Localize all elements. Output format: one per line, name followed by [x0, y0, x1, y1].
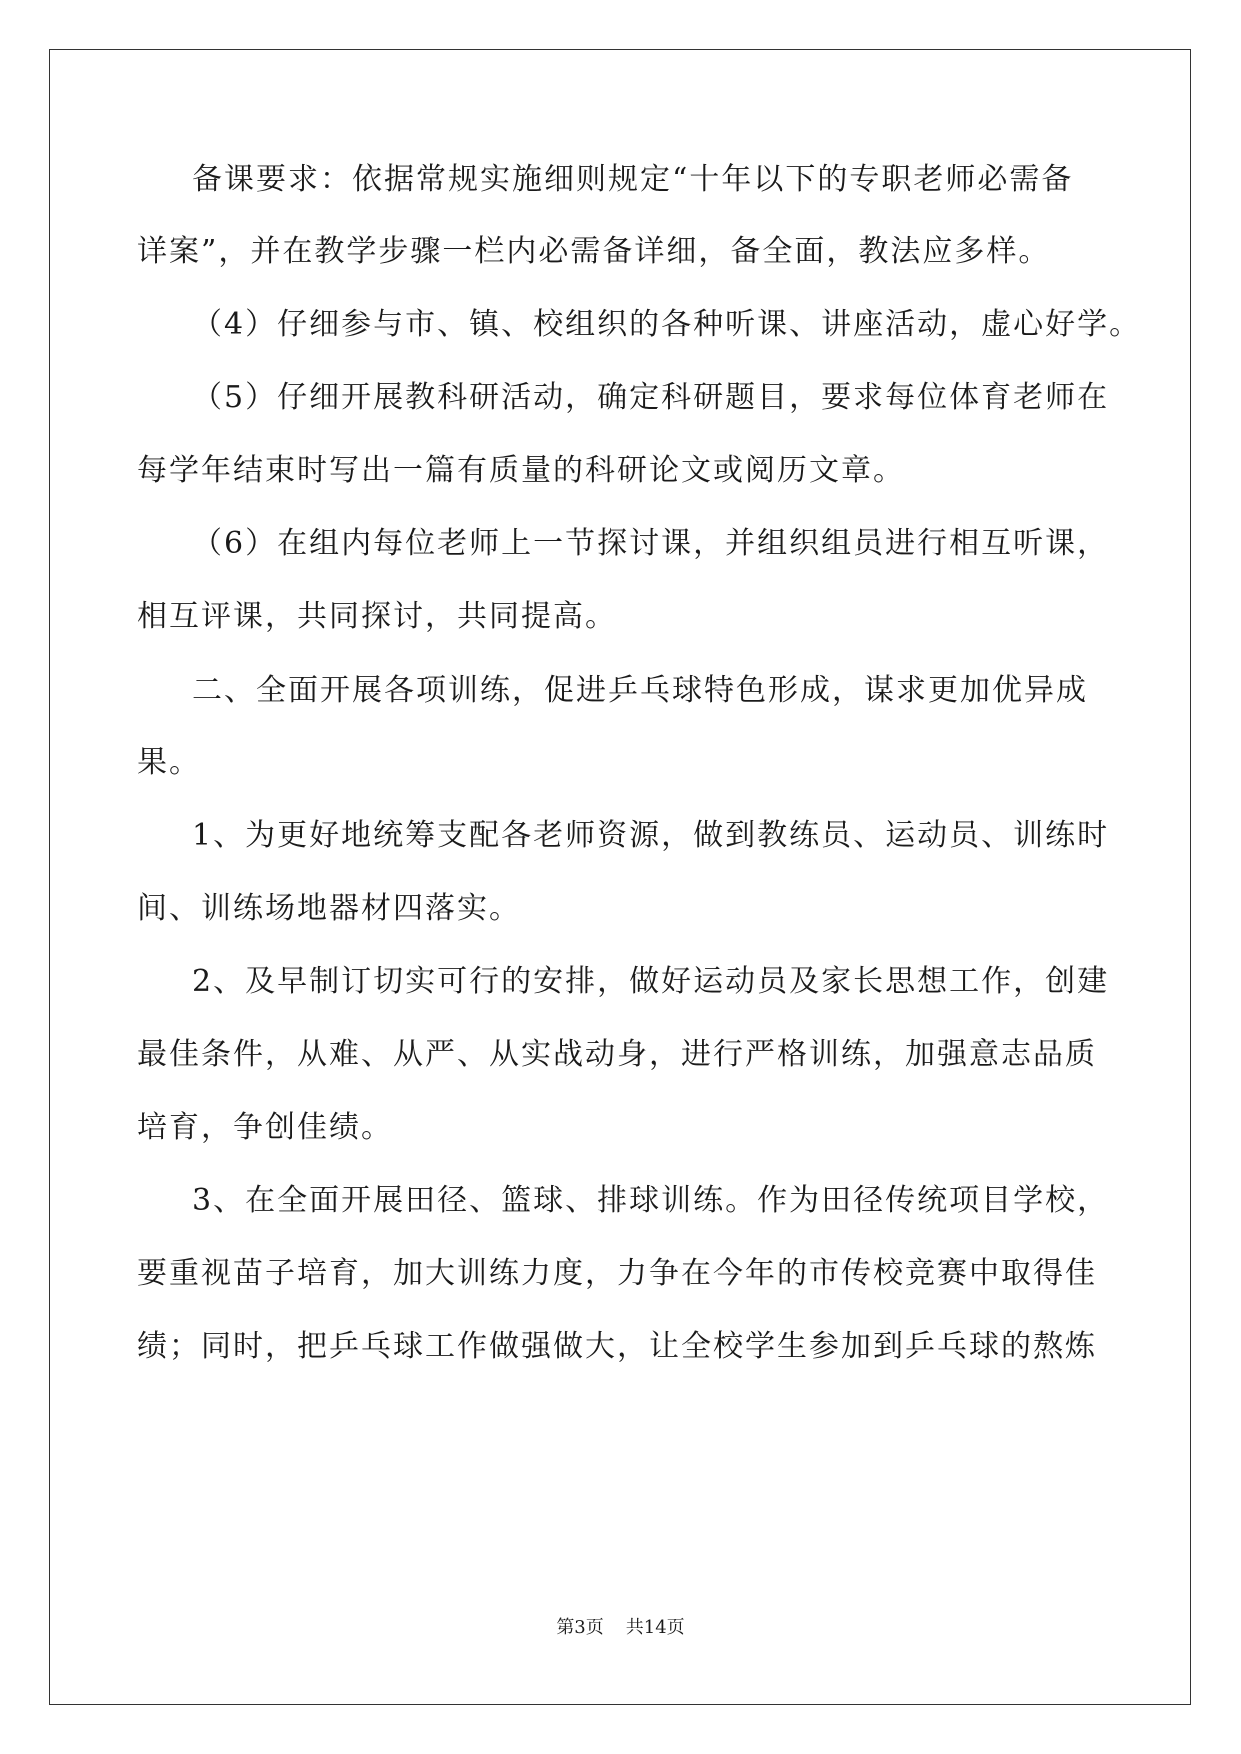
- body-line-13: 最佳条件，从难、从严、从实战动身，进行严格训练，加强意志品质: [137, 1037, 1097, 1072]
- body-line-5: 每学年结束时写出一篇有质量的科研论文或阅历文章。: [137, 453, 905, 488]
- page-number: 第3页: [556, 1617, 604, 1638]
- body-line-8: 二、全面开展各项训练，促进乒乓球特色形成，谋求更加优异成: [192, 673, 1088, 708]
- body-line-10: 1、为更好地统筹支配各老师资源，做到教练员、运动员、训练时: [192, 818, 1110, 853]
- page-footer: [0, 1616, 1241, 1640]
- page-total: 共14页: [625, 1617, 685, 1638]
- body-line-1: 备课要求：依据常规实施细则规定“十年以下的专职老师必需备: [192, 162, 1074, 197]
- body-line-9: 果。: [137, 745, 201, 780]
- body-line-17: 绩；同时，把乒乓球工作做强做大，让全校学生参加到乒乓球的熬炼: [137, 1329, 1097, 1364]
- body-line-6: （6）在组内每位老师上一节探讨课，并组织组员进行相互听课，: [192, 526, 1110, 561]
- body-line-11: 间、训练场地器材四落实。: [137, 891, 521, 926]
- page-border: [49, 49, 1191, 1705]
- body-line-3: （4）仔细参与市、镇、校组织的各种听课、讲座活动，虚心好学。: [192, 307, 1142, 342]
- body-line-7: 相互评课，共同探讨，共同提高。: [137, 599, 617, 634]
- body-line-15: 3、在全面开展田径、篮球、排球训练。作为田径传统项目学校，: [192, 1183, 1110, 1218]
- body-line-14: 培育，争创佳绩。: [137, 1110, 393, 1145]
- body-line-4: （5）仔细开展教科研活动，确定科研题目，要求每位体育老师在: [192, 380, 1110, 415]
- body-line-16: 要重视苗子培育，加大训练力度，力争在今年的市传校竞赛中取得佳: [137, 1256, 1097, 1291]
- body-line-12: 2、及早制订切实可行的安排，做好运动员及家长思想工作，创建: [192, 964, 1110, 999]
- body-line-2: 详案”，并在教学步骤一栏内必需备详细，备全面，教法应多样。: [137, 234, 1051, 269]
